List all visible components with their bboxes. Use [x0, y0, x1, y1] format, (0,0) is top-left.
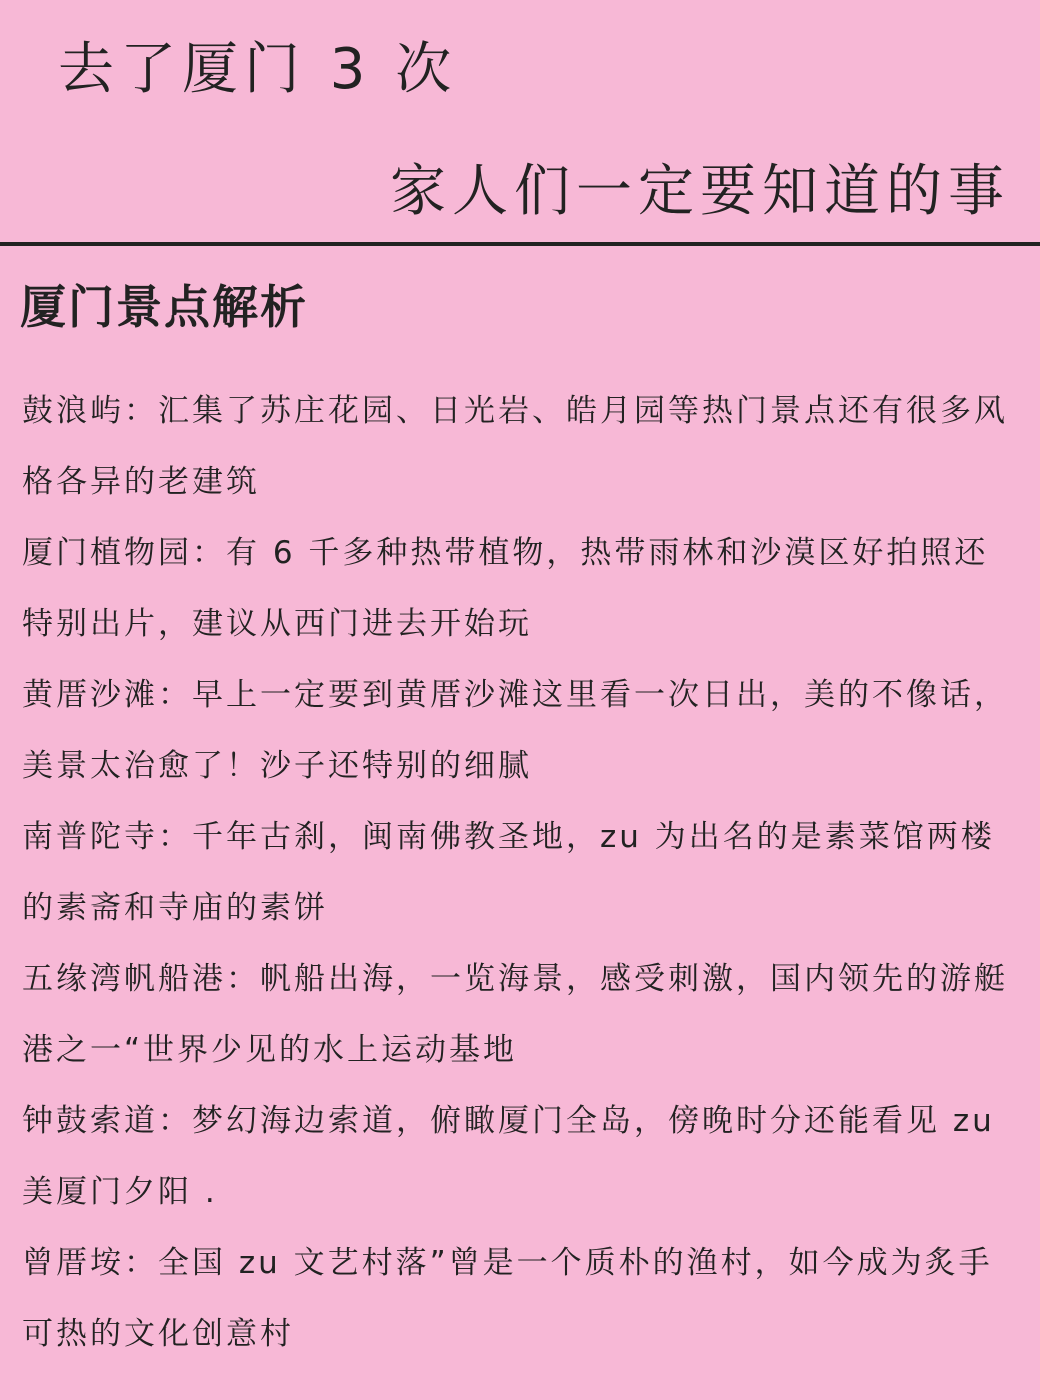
page-title-line-2: 家人们一定要知道的事	[390, 159, 1010, 224]
attraction-nanputuo-temple: 南普陀寺：千年古刹，闽南佛教圣地，zu 为出名的是素菜馆两楼的素斋和寺庙的素饼	[22, 819, 995, 926]
attraction-zhonggu-cableway: 钟鼓索道：梦幻海边索道，俯瞰厦门全岛，傍晚时分还能看见 zu 美厦门夕阳 .	[22, 1103, 995, 1210]
section-heading: 厦门景点解析	[20, 280, 308, 334]
attraction-zengcuoan: 曾厝垵：全国 zu 文艺村落”曾是一个质朴的渔村，如今成为炙手可热的文化创意村	[22, 1245, 993, 1352]
attraction-wuyuan-bay-marina: 五缘湾帆船港：帆船出海，一览海景，感受刺激，国内领先的游艇港之一“世界少见的水上运动基地	[22, 961, 1008, 1068]
title-divider	[0, 242, 1040, 246]
attraction-huangcuo-beach: 黄厝沙滩：早上一定要到黄厝沙滩这里看一次日出，美的不像话，美景太治愈了！沙子还特别的细腻	[22, 677, 1008, 784]
attraction-botanical-garden: 厦门植物园：有 6 千多种热带植物，热带雨林和沙漠区好拍照还特别出片，建议从西门进去开始玩	[22, 535, 989, 642]
attractions-list	[22, 376, 1012, 1370]
attraction-gulangyu: 鼓浪屿：汇集了苏庄花园、日光岩、皓月园等热门景点还有很多风格各异的老建筑	[22, 393, 1008, 500]
page-title-line-1: 去了厦门 3 次	[58, 37, 458, 102]
